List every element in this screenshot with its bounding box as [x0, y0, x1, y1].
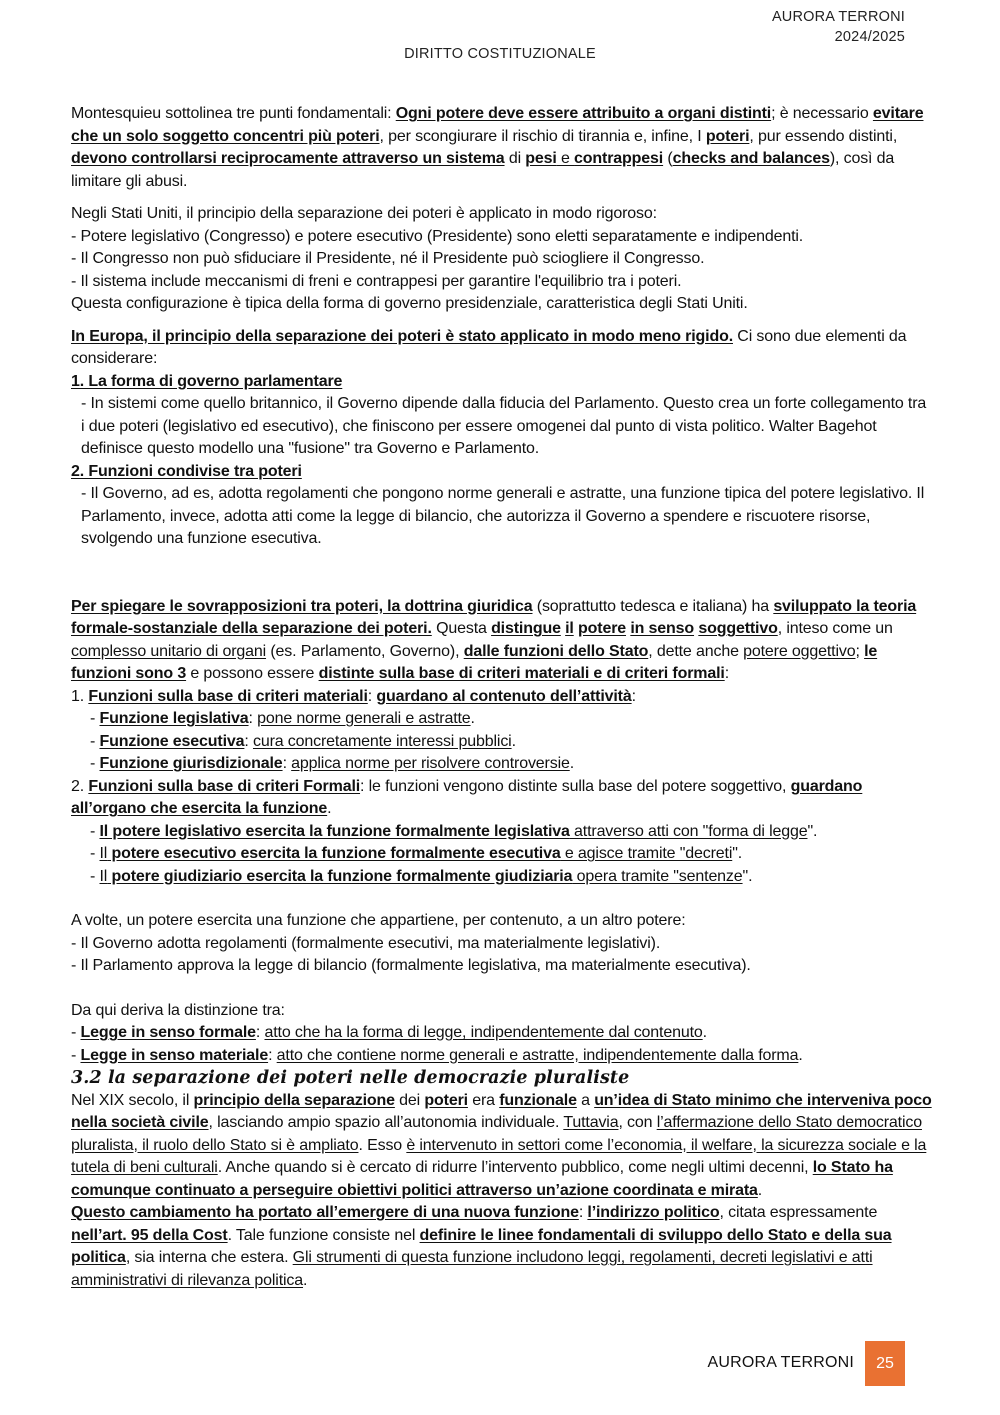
text: . Esso [358, 1136, 407, 1154]
emphasis: distingue [491, 620, 561, 637]
emphasis: Il potere legislativo esercita la funzione formalmente legislativa [99, 822, 570, 840]
text: dei [394, 1091, 425, 1109]
footer-author: AURORA TERRONI [707, 1354, 854, 1371]
text: - [90, 822, 100, 840]
emphasis: Funzioni sulla base di criteri materiali [88, 687, 368, 705]
text: : [268, 1046, 277, 1064]
text-line: - Il Parlamento approva la legge di bilancio (formalmente legislativa, ma materialmente esecutiva). [71, 957, 751, 974]
underlined-text: applica norme per risolvere controversie [291, 755, 570, 772]
text-line [71, 326, 933, 371]
text: : [367, 687, 377, 705]
text: - [71, 1046, 81, 1064]
emphasis: potere giudiziario esercita la funzione formalmente giudiziaria [107, 867, 573, 885]
list-item [71, 1022, 933, 1045]
header-year: 2024/2025 [834, 29, 905, 45]
text-line: - Il Governo adotta regolamenti (formalmente esecutivi, ma materialmente legislativi). [71, 934, 661, 952]
text: - [90, 732, 100, 750]
emphasis: contrappesi [574, 150, 664, 167]
text-line: - In sistemi come quello britannico, il Governo dipende dalla fiducia del Parlamento. Questo crea un forte collegamento tra i due poteri (legislativo ed esecutivo), che finiscono per essere omogenei dal punto di vista politico. Walter Bagehot definisce questo modello una "fusione" tra Governo e Parlamento. [81, 395, 927, 457]
underlined-text: cura concretamente interessi pubblici [252, 732, 512, 750]
list-heading [71, 686, 933, 709]
emphasis: potere esecutivo esercita la funzione formalmente esecutiva [107, 845, 561, 862]
emphasis: Legge in senso formale [80, 1024, 256, 1041]
emphasis: Funzione legislativa [99, 710, 249, 727]
emphasis: nell’art. 95 della Cost [71, 1226, 228, 1244]
list-item [71, 843, 933, 866]
emphasis: potere [578, 620, 627, 637]
header-author: AURORA TERRONI [771, 9, 905, 25]
text: . [303, 1271, 308, 1289]
text: e [556, 150, 575, 167]
emphasis: checks and balances [672, 150, 830, 167]
text-line: Negli Stati Uniti, il principio della separazione dei poteri è applicato in modo rigoroso: [71, 205, 657, 222]
underlined-text: è intervenuto in settori come l’economia, il welfare, la sicurezza sociale e la tutela di beni culturali [71, 1136, 927, 1176]
text: , pur essendo distinti, [749, 127, 898, 145]
underlined-text: pone norme generali e astratte [257, 710, 471, 727]
text: a [576, 1091, 595, 1109]
emphasis: le funzioni sono 3 [71, 642, 878, 682]
list-item [71, 1045, 933, 1068]
emphasis: In Europa, il principio della separazione dei poteri è stato applicato in modo meno rigido. [71, 327, 733, 345]
emphasis: sviluppato la teoria formale-sostanziale della separazione dei poteri. [71, 597, 917, 637]
list-criteri-materiali [71, 686, 933, 776]
underlined-text: Il [99, 845, 108, 862]
text: : [255, 1024, 265, 1041]
text: . [757, 1181, 763, 1199]
text: (es. Parlamento, Governo), [266, 642, 464, 660]
text: . [798, 1046, 803, 1064]
emphasis: definire le linee fondamentali di sviluppo dello Stato e della sua politica [71, 1226, 892, 1266]
emphasis: il [565, 620, 574, 637]
text: - [90, 845, 100, 862]
text: : [578, 1204, 588, 1221]
text-line: - Il Governo, ad es, adotta regolamenti che pongono norme generali e astratte, una funzione tipica del potere legislativo. Il Parlamento, invece, adotta atti come la legge di bilancio, che autorizza il Governo a spendere e riscuotere risorse, svolgendo una funzione esecutiva. [81, 485, 925, 547]
list-criteri-formali [71, 776, 933, 889]
emphasis: Ogni potere deve essere attribuito a organi distinti [395, 105, 772, 122]
page-content [71, 103, 933, 1292]
paragraph-montesquieu [71, 103, 933, 193]
text: Nel XIX secolo, il [71, 1091, 194, 1109]
list-item [71, 866, 933, 889]
paragraph-xix-secolo [71, 1090, 933, 1203]
underlined-text: Gli strumenti di questa funzione includono leggi, regolamenti, decreti legislativi e atti amministrativi di rilevanza politica [71, 1249, 873, 1289]
text: - [90, 867, 100, 885]
underlined-text: potere oggettivo [743, 642, 856, 660]
text: ( [663, 150, 673, 167]
text: Ci sono due elementi da considerare: [71, 327, 907, 367]
emphasis: dalle funzioni dello Stato [463, 642, 649, 660]
text: (soprattutto tedesca e italiana) ha [532, 597, 774, 615]
subheading: 2. Funzioni condivise tra poteri [71, 462, 302, 480]
emphasis: un’idea di Stato minimo che interveniva poco nella società civile [71, 1091, 932, 1131]
emphasis: poteri [424, 1091, 468, 1109]
text: : [631, 687, 636, 705]
list-heading [71, 776, 933, 821]
text: ". [807, 822, 818, 840]
list-item [71, 821, 933, 844]
emphasis: poteri [705, 127, 750, 145]
emphasis: Legge in senso materiale [80, 1046, 269, 1064]
emphasis: guardano al contenuto dell’attività [376, 687, 632, 705]
text: Questa [431, 620, 492, 637]
emphasis: in senso [630, 620, 695, 637]
text: e possono essere [186, 665, 319, 682]
header-author-block [772, 7, 905, 47]
paragraph-stati-uniti [71, 203, 933, 316]
text: ". [732, 845, 743, 862]
text: . Anche quando si è cercato di ridurre l’intervento pubblico, come negli ultimi decenni, [217, 1159, 813, 1176]
text: , con [618, 1114, 657, 1131]
paragraph-legge-formale-materiale [71, 1000, 933, 1068]
text: - [71, 1024, 81, 1041]
text-line: - Il sistema include meccanismi di freni e contrappesi per garantire l'equilibrio tra i poteri. [71, 272, 682, 290]
emphasis: Per spiegare le sovrapposizioni tra poteri, la dottrina giuridica [71, 597, 533, 615]
text-line: - Potere legislativo (Congresso) e potere esecutivo (Presidente) sono eletti separatamente e indipendenti. [71, 227, 804, 245]
text-line: - Il Congresso non può sfiduciare il Presidente, né il Presidente può sciogliere il Congresso. [71, 250, 705, 267]
underlined-text: complesso unitario di organi [71, 642, 267, 660]
text: di [504, 150, 526, 167]
text: : le funzioni vengono distinte sulla base del potere soggettivo, [360, 777, 791, 795]
text-line: A volte, un potere esercita una funzione che appartiene, per contenuto, a un altro potere: [71, 912, 686, 929]
text: : [282, 755, 292, 772]
emphasis: funzionale [499, 1091, 577, 1109]
text: , sia interna che estera. [125, 1249, 293, 1266]
text: - [90, 710, 100, 727]
page-number: 25 [876, 1354, 894, 1372]
text: , dette anche [648, 642, 744, 660]
paragraph-sovrapposizioni [71, 910, 933, 978]
emphasis: Funzione giurisdizionale [99, 755, 283, 772]
header-course-title: DIRITTO COSTITUZIONALE [404, 46, 596, 62]
text: : [248, 710, 258, 727]
text: ; [855, 642, 865, 660]
underlined-text: opera tramite "sentenze [572, 867, 743, 885]
page-number-badge [865, 1341, 905, 1386]
text: . [470, 710, 475, 727]
text: ; è necessario [771, 105, 873, 122]
text-line: Questa configurazione è tipica della forma di governo presidenziale, caratteristica degli Stati Uniti. [71, 295, 748, 312]
paragraph-teoria-formale-sostanziale [71, 596, 933, 686]
emphasis: l’indirizzo politico [587, 1204, 720, 1221]
text: . Tale funzione consiste nel [227, 1226, 420, 1244]
text: , inteso come un [777, 620, 893, 637]
underlined-text: Il [99, 867, 108, 885]
emphasis: soggettivo [698, 620, 778, 637]
underlined-text: Tuttavia [563, 1114, 619, 1131]
underlined-text: e agisce tramite "decreti [560, 845, 733, 862]
emphasis: Funzioni sulla base di criteri Formali [88, 777, 361, 795]
text: : [244, 732, 253, 750]
underlined-text: attraverso atti con "forma di legge [569, 822, 808, 840]
section-title: 3.2 la separazione dei poteri nelle democrazie pluraliste [71, 1068, 630, 1088]
text: : [724, 665, 729, 682]
underlined-text: l’affermazione dello Stato democratico pluralista, il ruolo dello Stato si è ampliato [71, 1114, 922, 1154]
underlined-text: atto che contiene norme generali e astratte, indipendentemente dalla forma [276, 1046, 799, 1064]
text: . [702, 1024, 707, 1041]
emphasis: lo Stato ha comunque continuato a perseguire obiettivi politici attraverso un’azione coordinata e mirata [71, 1159, 893, 1199]
text: , lasciando ampio spazio all’autonomia individuale. [208, 1114, 564, 1131]
text: Montesquieu sottolinea tre punti fondamentali: [71, 105, 396, 122]
list-item [71, 753, 933, 776]
text: - [90, 755, 100, 772]
paragraph-europa [71, 326, 933, 551]
emphasis: pesi [525, 150, 557, 167]
underlined-text: atto che ha la forma di legge, indipendentemente dal contenuto [264, 1024, 703, 1041]
text: . [327, 800, 332, 817]
emphasis: guardano all’organo che esercita la funzione [71, 777, 863, 817]
emphasis: evitare che un solo soggetto concentri più poteri [71, 105, 924, 145]
emphasis: distinte sulla base di criteri materiali e di criteri formali [318, 665, 725, 682]
text: ". [742, 867, 753, 885]
list-item [71, 731, 933, 754]
emphasis: Questo cambiamento ha portato all’emergere di una nuova funzione [71, 1204, 579, 1221]
emphasis: devono controllarsi reciprocamente attraverso un sistema [71, 150, 505, 167]
list-item [71, 708, 933, 731]
subheading: 1. La forma di governo parlamentare [71, 372, 343, 390]
text-line: Da qui deriva la distinzione tra: [71, 1001, 285, 1019]
text: 1. [71, 687, 89, 705]
text: . [569, 755, 575, 772]
emphasis: principio della separazione [193, 1091, 395, 1109]
text: , citata espressamente [719, 1204, 878, 1221]
text: era [467, 1091, 500, 1109]
emphasis: Funzione esecutiva [99, 732, 245, 750]
text: 2. [71, 777, 89, 795]
paragraph-indirizzo-politico [71, 1202, 933, 1292]
text: . [511, 732, 516, 750]
text: ), così da limitare gli abusi. [71, 150, 895, 190]
text: , per scongiurare il rischio di tirannia e, infine, I [379, 127, 706, 145]
